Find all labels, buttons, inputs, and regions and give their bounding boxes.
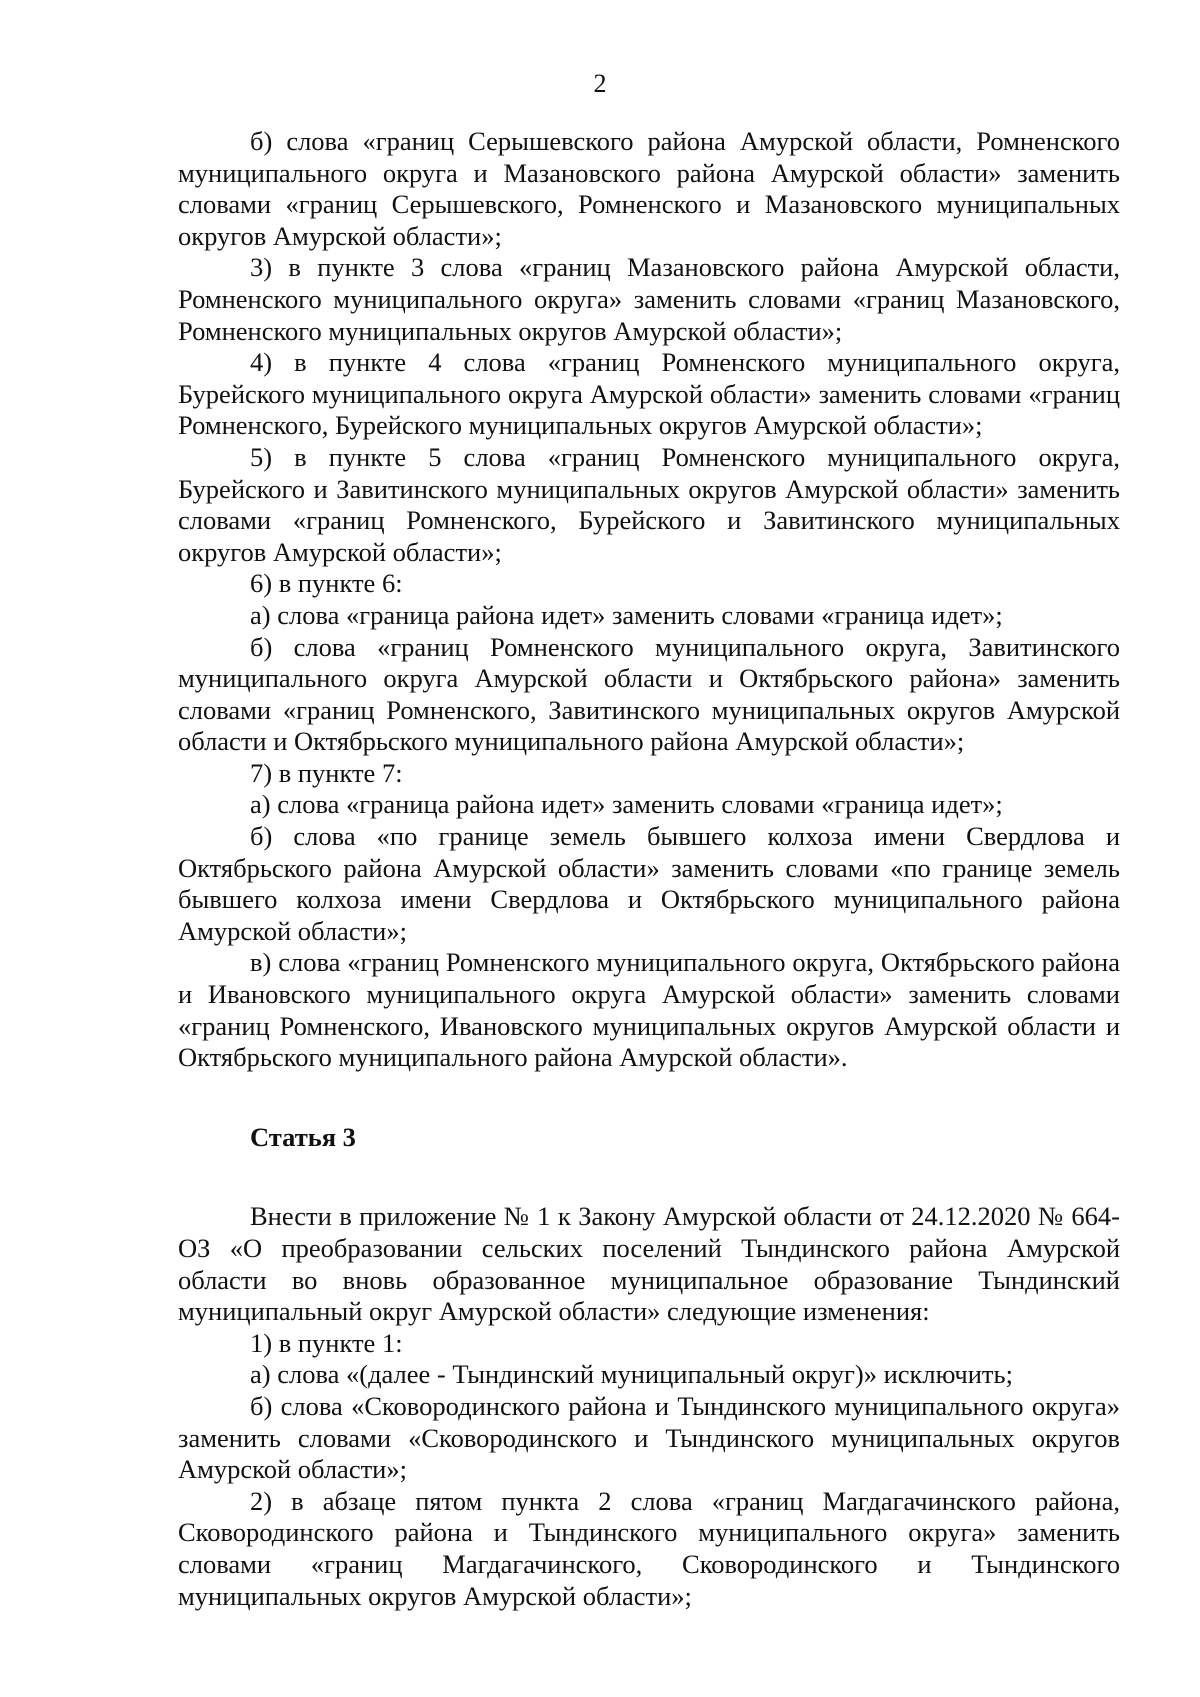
article-heading: Статья 3 — [250, 1121, 356, 1152]
page-number: 2 — [593, 69, 607, 98]
paragraph: а) слова «граница района идет» заменить словами «граница идет»; — [250, 789, 1003, 820]
paragraph: а) слова «граница района идет» заменить словами «граница идет»; — [250, 599, 1003, 630]
paragraph: Внести в приложение № 1 к Закону Амурской области от 24.12.2020 № 664-ОЗ «О преобразовании сельских поселений Тындинского района Амурской области во вновь образованное муниципальное образование Тындинский муниципальный округ Амурской области» следующие изменения: — [178, 1201, 1120, 1327]
paragraph: 5) в пункте 5 слова «границ Ромненского муниципального округа, Бурейского и Завитинского муниципальных округов Амурской области» заменить словами «границ Ромненского, Бурейского и Завитинского муниципальных округов Амурской области»; — [178, 441, 1120, 567]
paragraph: б) слова «Сковородинского района и Тындинского муниципального округа» заменить словами «Сковородинского и Тындинского муниципальных округов Амурской области»; — [178, 1390, 1120, 1485]
paragraph: 2) в абзаце пятом пункта 2 слова «границ Магдагачинского района, Сковородинского района и Тындинского муниципального округа» заменить словами «границ Магдагачинского, Сковородинского и Тындинского муниципальных округов Амурской области»; — [178, 1485, 1120, 1611]
paragraph: б) слова «по границе земель бывшего колхоза имени Свердлова и Октябрьского района Амурской области» заменить словами «по границе земель бывшего колхоза имени Свердлова и Октябрьского муниципального района Амурской области»; — [178, 821, 1120, 946]
paragraph: в) слова «границ Ромненского муниципального округа, Октябрьского района и Ивановского муниципального округа Амурской области» заменить словами «границ Ромненского, Ивановского муниципальных округов Амурской области и Октябрьского муниципального района Амурской области». — [178, 947, 1120, 1073]
paragraph: б) слова «границ Ромненского муниципального округа, Завитинского муниципального округа Амурской области и Октябрьского района» заменить словами «границ Ромненского, Завитинского муниципальных округов Амурской области и Октябрьского муниципального района Амурской области»; — [178, 631, 1120, 757]
paragraph: б) слова «границ Серышевского района Амурской области, Ромненского муниципального округа и Мазановского района Амурской области» заменить словами «границ Серышевского, Ромненского и Мазановского муниципальных округов Амурской области»; — [178, 126, 1120, 251]
paragraph: а) слова «(далее - Тындинский муниципальный округ)» исключить; — [250, 1359, 1013, 1390]
paragraph: 7) в пункте 7: — [250, 757, 403, 788]
document-body — [178, 126, 1120, 1612]
paragraph: 4) в пункте 4 слова «границ Ромненского муниципального округа, Бурейского муниципального округа Амурской области» заменить словами «границ Ромненского, Бурейского муниципальных округов Амурской области»; — [178, 347, 1120, 441]
paragraph: 1) в пункте 1: — [250, 1327, 403, 1358]
paragraph: 6) в пункте 6: — [250, 568, 403, 599]
paragraph: 3) в пункте 3 слова «границ Мазановского района Амурской области, Ромненского муниципального округа» заменить словами «границ Мазановского, Ромненского муниципальных округов Амурской области»; — [178, 252, 1120, 346]
